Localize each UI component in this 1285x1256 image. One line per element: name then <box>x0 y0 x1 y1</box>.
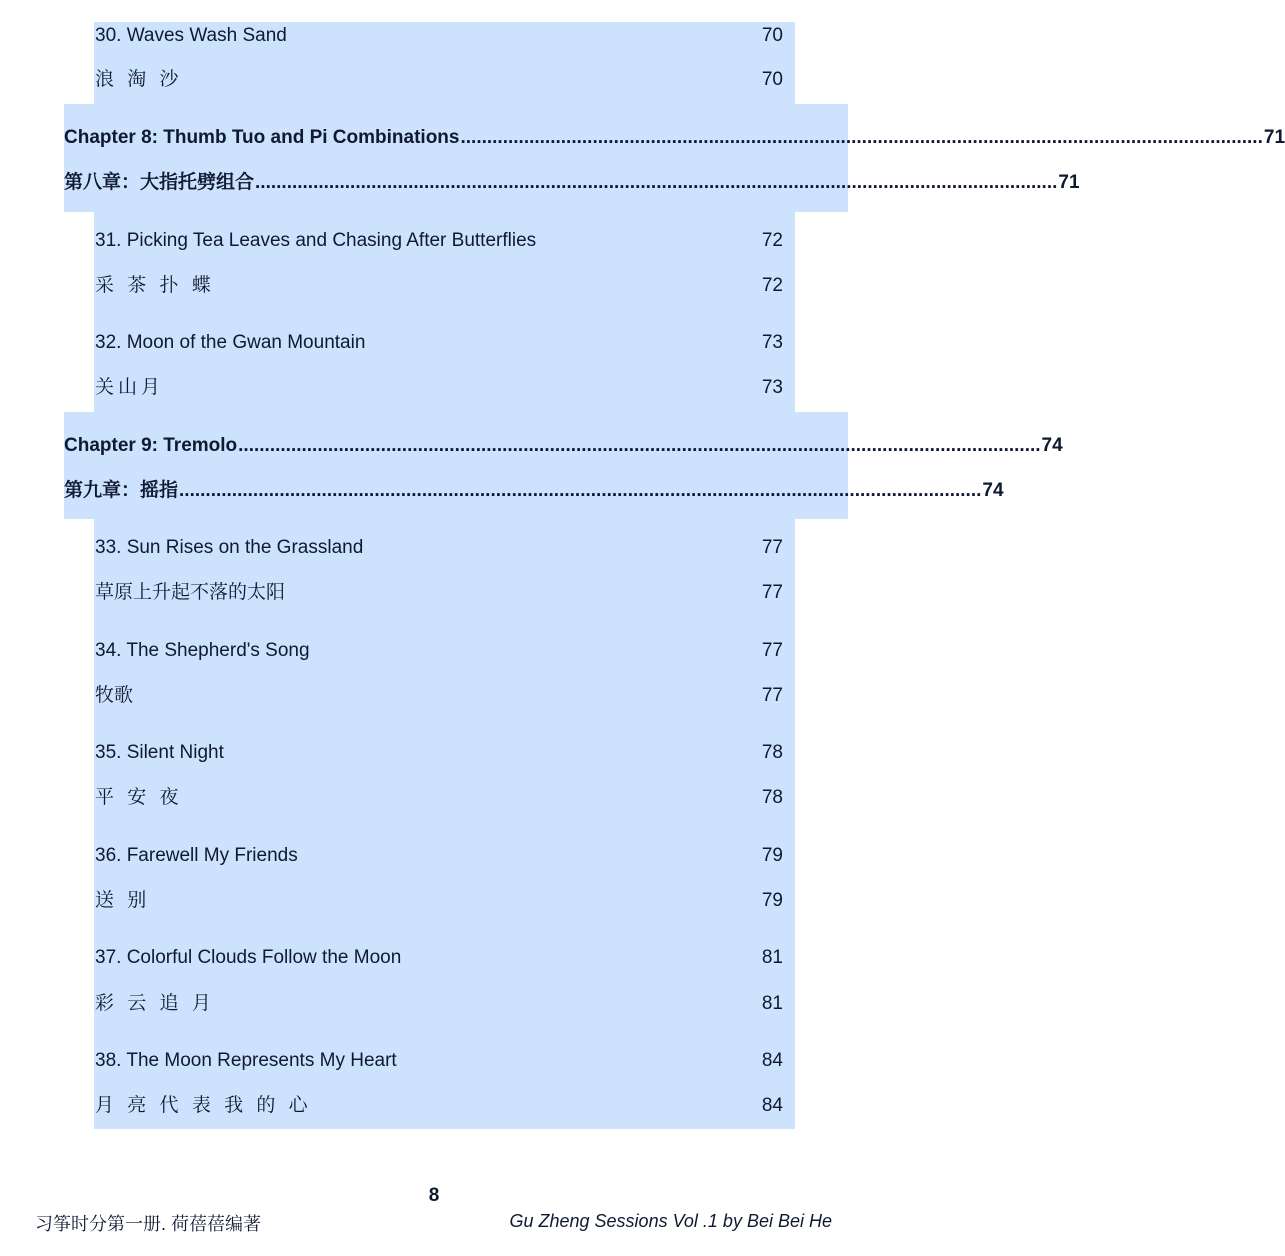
page-number: 8 <box>428 1185 440 1206</box>
dot-leader: ........................................................................................................................................................ <box>255 172 1058 193</box>
toc-entry-page: 79 <box>761 845 783 866</box>
toc-block-1 <box>94 22 795 104</box>
toc-chapter-9 <box>64 412 1063 519</box>
toc-entry-37[interactable] <box>94 945 795 971</box>
toc-block-2 <box>94 212 795 412</box>
toc-entry-38[interactable] <box>94 1048 795 1074</box>
toc-chapter-8 <box>64 104 1285 212</box>
toc-entry-38-zh[interactable] <box>94 1093 795 1119</box>
toc-entry-33-zh[interactable] <box>94 580 795 606</box>
toc-entry-title: 30. Waves Wash Sand <box>95 25 287 46</box>
toc-entry-title: 送 别 <box>95 890 151 911</box>
chapter-title: 第八章：大指托劈组合 <box>64 172 255 193</box>
toc-entry-title: 浪 淘 沙 <box>95 69 183 90</box>
toc-entry-page: 81 <box>761 993 783 1014</box>
toc-entry-title: 关山月 <box>95 377 165 398</box>
toc-entry-page: 81 <box>761 947 783 968</box>
toc-entry-30[interactable] <box>94 23 795 49</box>
toc-entry-35-zh[interactable] <box>94 785 795 811</box>
toc-entry-page: 77 <box>761 537 783 558</box>
toc-entry-title: 月 亮 代 表 我 的 心 <box>95 1095 312 1116</box>
toc-entry-32[interactable] <box>94 330 795 356</box>
toc-entry-title: 37. Colorful Clouds Follow the Moon <box>95 947 402 968</box>
toc-chapter-line[interactable] <box>64 432 1063 460</box>
toc-entry-title: 彩 云 追 月 <box>95 993 215 1014</box>
dot-leader: ........................................................................................................................................................ <box>460 127 1263 148</box>
chapter-title: Chapter 8: Thumb Tuo and Pi Combinations <box>64 127 460 148</box>
toc-entry-32-zh[interactable] <box>94 375 795 401</box>
toc-entry-35[interactable] <box>94 740 795 766</box>
toc-entry-title: 33. Sun Rises on the Grassland <box>95 537 364 558</box>
toc-entry-title: 32. Moon of the Gwan Mountain <box>95 332 366 353</box>
toc-entry-page: 77 <box>761 685 783 706</box>
toc-entry-title: 牧歌 <box>95 685 134 706</box>
toc-entry-page: 84 <box>761 1050 783 1071</box>
toc-entry-title: 34. The Shepherd's Song <box>95 640 310 661</box>
chapter-page: 74 <box>982 480 1004 501</box>
toc-entry-title: 38. The Moon Represents My Heart <box>95 1050 397 1071</box>
chapter-page: 74 <box>1041 435 1063 456</box>
toc-entry-31-zh[interactable] <box>94 273 795 299</box>
toc-entry-36-zh[interactable] <box>94 888 795 914</box>
dot-leader: ........................................................................................................................................................ <box>238 435 1041 456</box>
toc-chapter-line-zh[interactable] <box>64 169 1080 197</box>
toc-chapter-line[interactable] <box>64 124 1285 152</box>
footer-left-text: 习筝时分第一册. 荷蓓蓓编著 <box>35 1214 262 1234</box>
chapter-page: 71 <box>1263 127 1285 148</box>
toc-entry-page: 79 <box>761 890 783 911</box>
toc-entry-page: 77 <box>761 582 783 603</box>
toc-entry-page: 84 <box>761 1095 783 1116</box>
toc-entry-title: 35. Silent Night <box>95 742 224 763</box>
chapter-title: Chapter 9: Tremolo <box>64 435 238 456</box>
toc-entry-page: 73 <box>761 377 783 398</box>
toc-entry-page: 72 <box>761 230 783 251</box>
toc-entry-page: 77 <box>761 640 783 661</box>
toc-entry-30-zh[interactable] <box>94 67 795 93</box>
chapter-title: 第九章：摇指 <box>64 480 179 501</box>
toc-block-3 <box>94 519 795 1129</box>
dot-leader: ........................................................................................................................................................ <box>179 480 982 501</box>
toc-entry-title: 平 安 夜 <box>95 787 183 808</box>
toc-entry-title: 草原上升起不落的太阳 <box>95 582 286 603</box>
toc-entry-page: 70 <box>761 25 783 46</box>
chapter-page: 71 <box>1058 172 1080 193</box>
toc-entry-page: 72 <box>761 275 783 296</box>
toc-entry-37-zh[interactable] <box>94 991 795 1017</box>
toc-entry-34-zh[interactable] <box>94 683 795 709</box>
toc-chapter-line-zh[interactable] <box>64 477 1004 505</box>
toc-entry-page: 73 <box>761 332 783 353</box>
toc-entry-title: 31. Picking Tea Leaves and Chasing After Butterflies <box>95 230 537 251</box>
footer-right-text: Gu Zheng Sessions Vol .1 by Bei Bei He <box>509 1211 832 1231</box>
toc-entry-page: 78 <box>761 742 783 763</box>
toc-entry-34[interactable] <box>94 638 795 664</box>
toc-entry-title: 36. Farewell My Friends <box>95 845 298 866</box>
toc-entry-33[interactable] <box>94 535 795 561</box>
toc-entry-page: 78 <box>761 787 783 808</box>
toc-entry-page: 70 <box>761 69 783 90</box>
toc-entry-title: 采 茶 扑 蝶 <box>95 275 215 296</box>
toc-entry-31[interactable] <box>94 228 795 254</box>
toc-entry-36[interactable] <box>94 843 795 869</box>
